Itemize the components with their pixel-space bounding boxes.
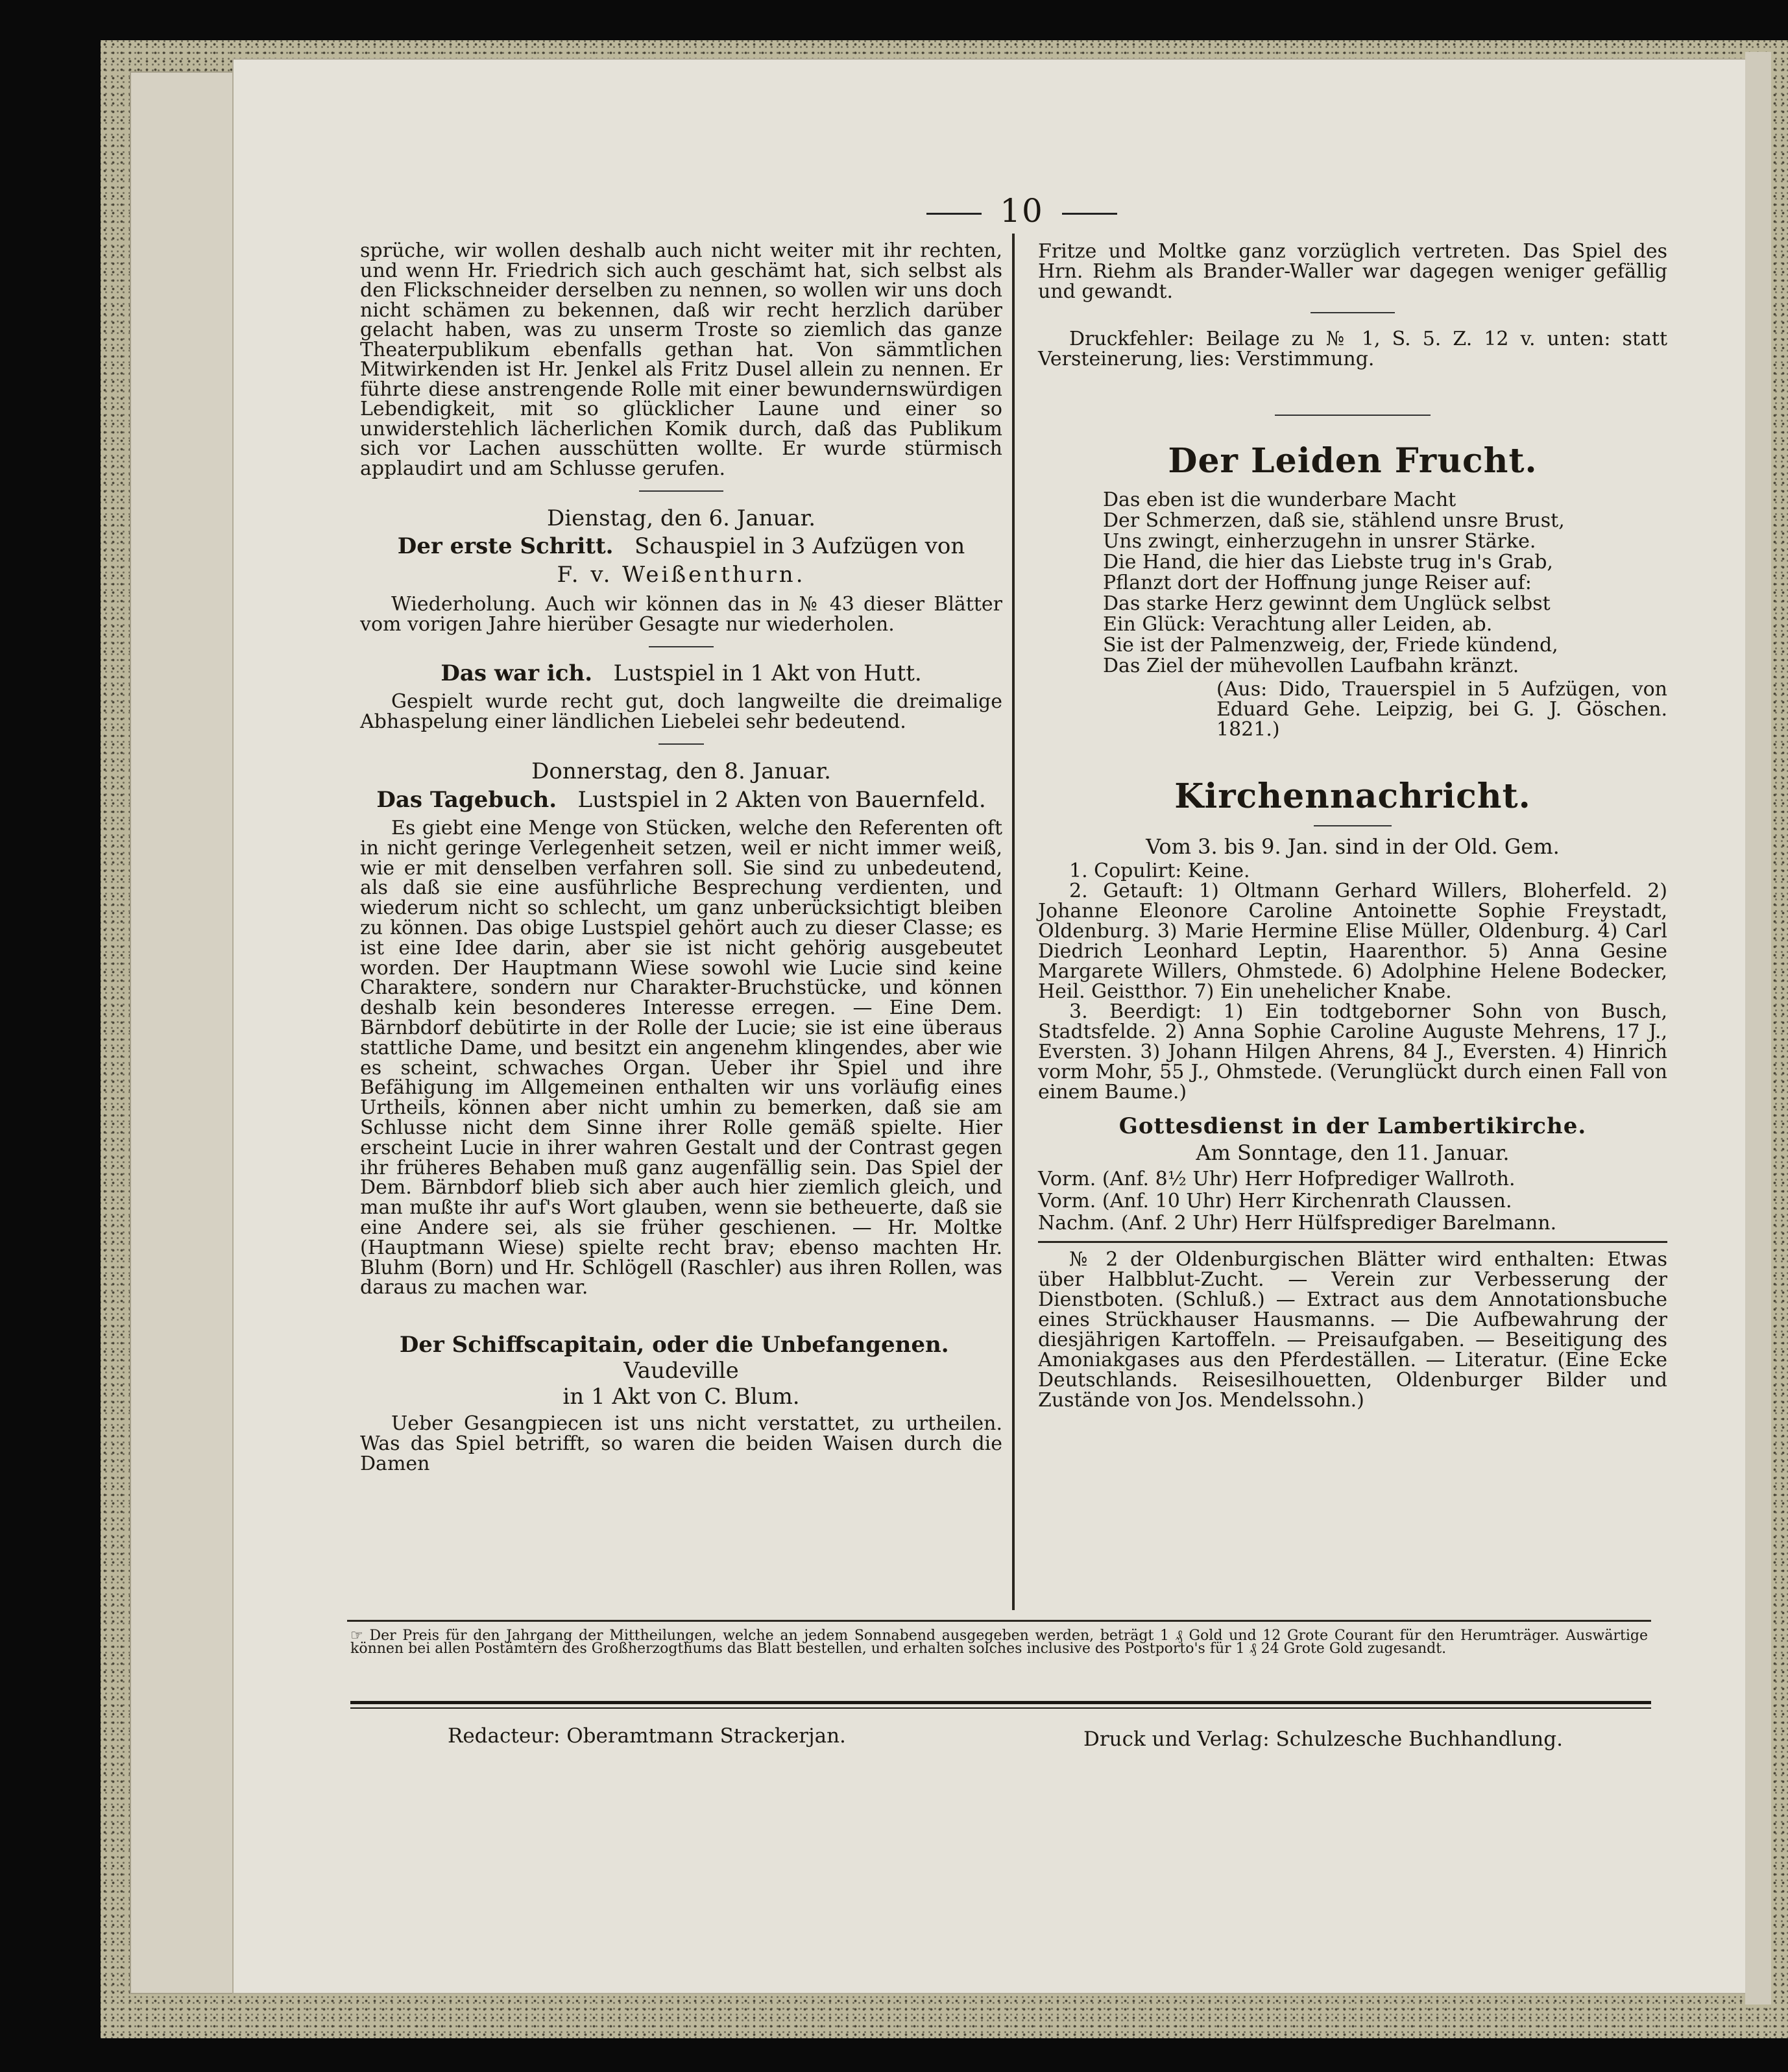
right-column xyxy=(1038,241,1667,1410)
rule-bottom-thin xyxy=(350,1707,1651,1709)
left-column xyxy=(360,241,1002,1474)
service-date: Am Sonntage, den 11. Januar. xyxy=(1196,1140,1510,1165)
date-heading: Donnerstag, den 8. Januar. xyxy=(531,758,831,784)
poem-line: Das eben ist die wunderbare Macht xyxy=(1103,488,1456,511)
play-author: in 1 Akt von C. Blum. xyxy=(562,1384,800,1410)
church-news-title: Kirchennachricht. xyxy=(1174,777,1531,816)
copulirt-entry: 1. Copulirt: Keine. xyxy=(1069,860,1250,882)
poem-line: Die Hand, die hier das Liebste trug in's Grab, xyxy=(1103,551,1553,573)
poem-title: Der Leiden Frucht. xyxy=(1168,441,1538,481)
service-list xyxy=(1038,1168,1667,1235)
separator xyxy=(1311,312,1395,313)
play-heading: Das Tagebuch. Lustspiel in 2 Akten von Bauernfeld. xyxy=(376,787,986,813)
publisher-line: Druck und Verlag: Schulzesche Buchhandlung. xyxy=(1083,1728,1563,1751)
next-issue-contents: № 2 der Oldenburgischen Blätter wird enthalten: Etwas über Halbblut-Zucht. — Verein zur Verbesserung der Dienstboten. (Schluß.) — Extract aus dem Annotationsbuche eines Strückhauser Hausmanns. — Die Aufbewahrung der diesjährigen Kartoffeln. — Preisaufgaben. — Beseitigung des Amoniakgases aus den Pferdeställen. — Literatur. (Eine Ecke Deutschlands. Reisesilhouetten, Oldenburger Bilder und Zustände von Jos. Mendelssohn.) xyxy=(1038,1248,1667,1412)
service-entry: Vorm. (Anf. 8½ Uhr) Herr Hofprediger Wallroth. xyxy=(1038,1168,1516,1190)
play-heading: Der erste Schritt. Schauspiel in 3 Aufzügen von xyxy=(397,533,965,559)
separator xyxy=(1275,415,1431,416)
review-intro-text: sprüche, wir wollen deshalb auch nicht weiter mit ihr rechten, und wenn Hr. Friedrich sich auch geschämt hat, sich selbst als den Flickschneider derselben zu nennen, so wollen wir uns doch nicht schämen zu bekennen, daß wir recht herzlich darüber gelacht haben, was zu unserm Troste so ziemlich das ganze Theaterpublikum ebenfalls gethan hat. Von sämmtlichen Mitwirkenden ist Hr. Jenkel als Fritz Dusel allein zu nennen. Er führte diese anstrengende Rolle mit einer bewundernswürdigen Lebendigkeit, mit so glücklicher Laune und einer so unwiderstehlich lächerlichen Komik durch, daß das Publikum sich vor Lachen ausschütten wollte. Er wurde stürmisch applaudirt und am Schlusse gerufen. xyxy=(360,239,1002,480)
poem-line: Ein Glück: Verachtung aller Leiden, ab. xyxy=(1103,613,1493,636)
poem-line: Der Schmerzen, daß sie, stählend unsre Brust, xyxy=(1103,509,1565,532)
play-heading: Der Schiffscapitain, oder die Unbefangenen. Vaudeville xyxy=(399,1332,949,1384)
poem-line: Das Ziel der mühevollen Laufbahn kränzt. xyxy=(1103,655,1519,677)
review-continuation: Fritze und Moltke ganz vorzüglich vertreten. Das Spiel des Hrn. Riehm als Brander-Waller war dagegen weniger gefällig und gewandt. xyxy=(1038,240,1667,303)
getauft-entry: 2. Getauft: 1) Oltmann Gerhard Willers, Bloherfeld. 2) Johanne Eleonore Caroline Antoinette Sophie Freystadt, Oldenburg. 3) Marie Hermine Elise Müller, Oldenburg. 4) Carl Diedrich Leonhard Leptin, Haarenthor. 5) Anna Gesine Margarete Willers, Ohmstede. 6) Adolphine Helene Bodecker, Heil. Geistthor. 7) Ein unehelicher Knabe. xyxy=(1038,880,1667,1003)
review-text: Wiederholung. Auch wir können das in № 43 dieser Blätter vom vorigen Jahre hierüber Gesagte nur wiederholen. xyxy=(360,593,1002,636)
beerdigt-entry: 3. Beerdigt: 1) Ein todtgeborner Sohn von Busch, Stadtsfelde. 2) Anna Sophie Caroline Auguste Mehrens, 17 J., Eversten. 3) Johann Hilgen Ahrens, 84 J., Eversten. 4) Hinrich vorm Mohr, 55 J., Ohmstede. (Verunglückt durch einen Fall von einem Baume.) xyxy=(1038,1000,1667,1103)
poem-source: (Aus: Dido, Trauerspiel in 5 Aufzügen, von Eduard Gehe. Leipzig, bei G. J. Göschen. 1821.) xyxy=(1216,678,1667,741)
service-entry: Nachm. (Anf. 2 Uhr) Herr Hülfsprediger Barelmann. xyxy=(1038,1212,1557,1235)
separator xyxy=(639,490,723,492)
poem-line: Pflanzt dort der Hoffnung junge Reiser auf: xyxy=(1103,572,1532,594)
poem-line: Uns zwingt, einherzugehn in unsrer Stärke. xyxy=(1103,530,1536,553)
rule-top xyxy=(347,1620,1651,1622)
date-heading: Dienstag, den 6. Januar. xyxy=(546,505,816,531)
play-heading: Das war ich. Lustspiel in 1 Akt von Hutt. xyxy=(441,660,922,686)
service-title: Gottesdienst in der Lambertikirche. xyxy=(1118,1113,1587,1139)
church-news-intro: Vom 3. bis 9. Jan. sind in der Old. Gem. xyxy=(1146,834,1560,859)
review-text: Ueber Gesangpiecen ist uns nicht verstattet, zu urtheilen. Was das Spiel betrifft, so waren die beiden Waisen durch die Damen xyxy=(360,1412,1002,1476)
review-text: Es giebt eine Menge von Stücken, welche den Referenten oft in nicht geringe Verlegenheit setzen, weil er nicht immer weiß, wie er mit denselben verfahren soll. Sie sind zu unbedeutend, als daß sie eine ausführliche Besprechung verdienten, und wiederum nicht so schlecht, um ganz unberücksichtigt bleiben zu können. Das obige Lustspiel gehört auch zu dieser Classe; es ist eine Idee darin, aber sie ist nicht gehörig ausgebeutet worden. Der Hauptmann Wiese sowohl wie Lucie sind keine Charaktere, sondern nur Charakter-Bruchstücke, und können deshalb kein besonderes Interesse erregen. — Eine Dem. Bärnbdorf debütirte in der Rolle der Lucie; sie ist eine überaus stattliche Dame, und besitzt ein angenehm klingendes, aber wie es scheint, schwaches Organ. Ueber ihr Spiel und ihre Befähigung im Allgemeinen enthalten wir uns vorläufig eines Urtheils, können aber nicht umhin zu bemerken, daß sie am Schlusse nicht dem Sinne ihrer Rolle gemäß spielte. Hier erscheint Lucie in ihrer wahren Gestalt und der Contrast gegen ihr früheres Behaben muß ganz augenfällig sein. Das Spiel der Dem. Bärnbdorf blieb sich aber auch hier ziemlich gleich, und man mußte ihr auf's Wort glauben, wenn sie betheuerte, daß sie eine Andere sei, als sie früher geschienen. — Hr. Moltke (Hauptmann Wiese) spielte recht brav; ebenso machten Hr. Bluhm (Born) und Hr. Schlögell (Raschler) aus ihren Rollen, was daraus zu machen war. xyxy=(360,817,1002,1299)
poem-line: Sie ist der Palmenzweig, der, Friede kündend, xyxy=(1103,634,1558,657)
column-divider xyxy=(1012,234,1015,1610)
separator xyxy=(649,646,714,647)
play-author: F. v. Weißenthurn. xyxy=(557,562,806,588)
review-text: Gespielt wurde recht gut, doch langweilte die dreimalige Abhaspelung einer ländlichen Liebelei sehr bedeutend. xyxy=(360,690,1002,733)
service-entry: Vorm. (Anf. 10 Uhr) Herr Kirchenrath Claussen. xyxy=(1038,1190,1512,1212)
errata-note: Druckfehler: Beilage zu № 1, S. 5. Z. 12 v. unten: statt Versteinerung, lies: Verstimmung. xyxy=(1038,328,1667,370)
editor-line: Redacteur: Oberamtmann Strackerjan. xyxy=(448,1724,846,1748)
poem-line: Das starke Herz gewinnt dem Unglück selbst xyxy=(1103,592,1551,615)
page-gutter xyxy=(1745,52,1771,2005)
page-number: 10 xyxy=(905,192,1139,230)
poem-text xyxy=(1038,490,1667,677)
separator xyxy=(658,743,704,745)
rule-bottom-thick xyxy=(350,1701,1651,1704)
separator xyxy=(1038,1241,1667,1243)
price-note: ☞ Der Preis für den Jahrgang der Mittheilungen, welche an jedem Sonnabend ausgegeben werden, beträgt 1 ₰ Gold und 12 Grote Courant für den Herumträger. Auswärtige können bei allen Postämtern des Großherzogthums das Blatt bestellen, und erhalten solches inclusive des Postporto's für 1 ₰ 24 Grote Gold zugesandt. xyxy=(350,1628,1648,1657)
separator xyxy=(1314,825,1392,826)
